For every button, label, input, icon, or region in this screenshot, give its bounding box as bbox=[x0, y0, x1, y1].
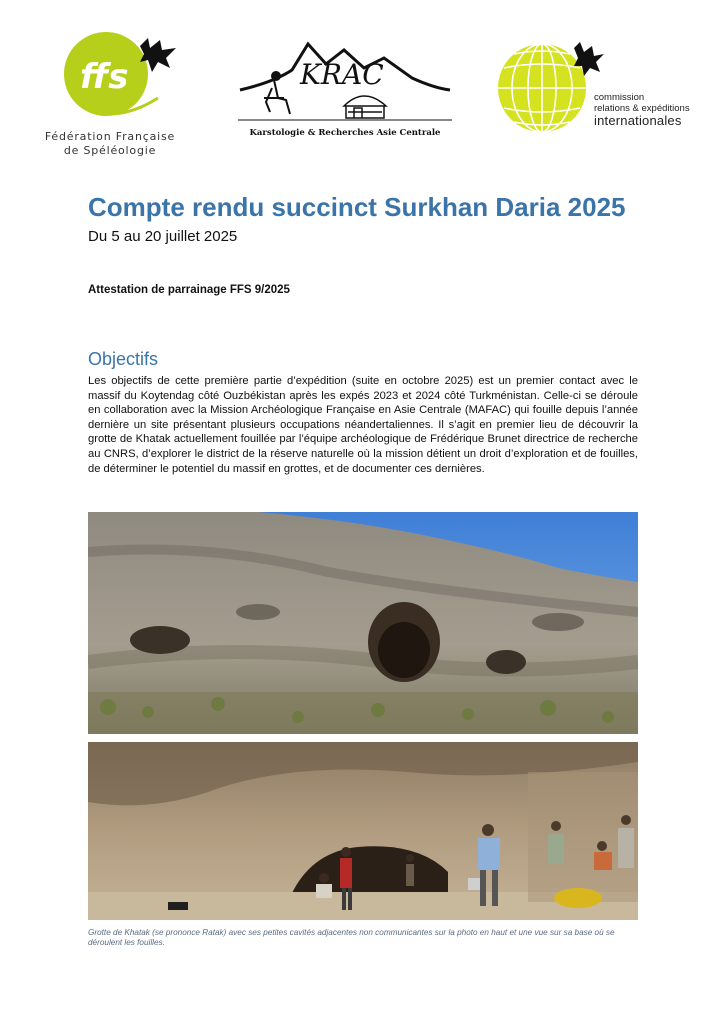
ffs-logo bbox=[30, 28, 190, 168]
ffs-name bbox=[30, 130, 190, 158]
excavation-photo bbox=[88, 742, 638, 920]
attestation-line: Attestation de parrainage FFS 9/2025 bbox=[88, 284, 290, 296]
mountain-icon bbox=[234, 28, 456, 128]
ffs-mark-text: ffs bbox=[80, 57, 129, 97]
cave-cliff-photo bbox=[88, 512, 638, 734]
ffs-bat-icon bbox=[30, 28, 190, 128]
crei-logo bbox=[496, 40, 716, 140]
crei-text bbox=[594, 92, 690, 128]
objectives-paragraph: Les objectifs de cette première partie d’expédition (suite en octobre 2025) est un premier contact avec le massif du Koytendag côté Ouzbékistan après les expés 2023 et 2024 côté Turkménistan. Celle-ci se déroule en collaboration avec la Mission Archéologique Française en Asie Centrale (MAFAC) qui fouille depuis l’année dernière un site présentant plusieurs occupations néandertaliennes. Il s’agit en premier lieu de découvrir la grotte de Khatak actuellement fouillée par l’équipe archéologique de Frédérique Brunet directrice de recherche au CNRS, d’explorer le district de la réserve naturelle où la mission détient un droit d’exploration et de fouilles, de déterminer le potentiel du massif en grottes, et de documenter ces dernières. bbox=[88, 375, 638, 475]
crei-line3: internationales bbox=[594, 113, 682, 128]
document-dates: Du 5 au 20 juillet 2025 bbox=[88, 228, 238, 245]
krac-mark-text: KRAC bbox=[300, 58, 384, 91]
document-title: Compte rendu succinct Surkhan Daria 2025 bbox=[88, 192, 626, 222]
ffs-name-line2: de Spéléologie bbox=[63, 144, 157, 157]
section-heading-objectifs: Objectifs bbox=[88, 349, 159, 369]
krac-subtitle: Karstologie & Recherches Asie Centrale bbox=[249, 128, 441, 138]
photo-caption: Grotte de Khatak (se prononce Ratak) avec ses petites cavités adjacentes non communicantes sur la photo en haut et une vue sur sa base où se déroulent les fouilles. bbox=[88, 928, 615, 947]
logo-header bbox=[0, 0, 724, 175]
ffs-name-line1: Fédération Française bbox=[44, 130, 176, 143]
globe-bat-icon bbox=[496, 40, 606, 140]
krac-logo bbox=[234, 28, 456, 148]
crei-line2: relations & expéditions bbox=[594, 103, 690, 114]
crei-line1: commission bbox=[594, 92, 645, 103]
